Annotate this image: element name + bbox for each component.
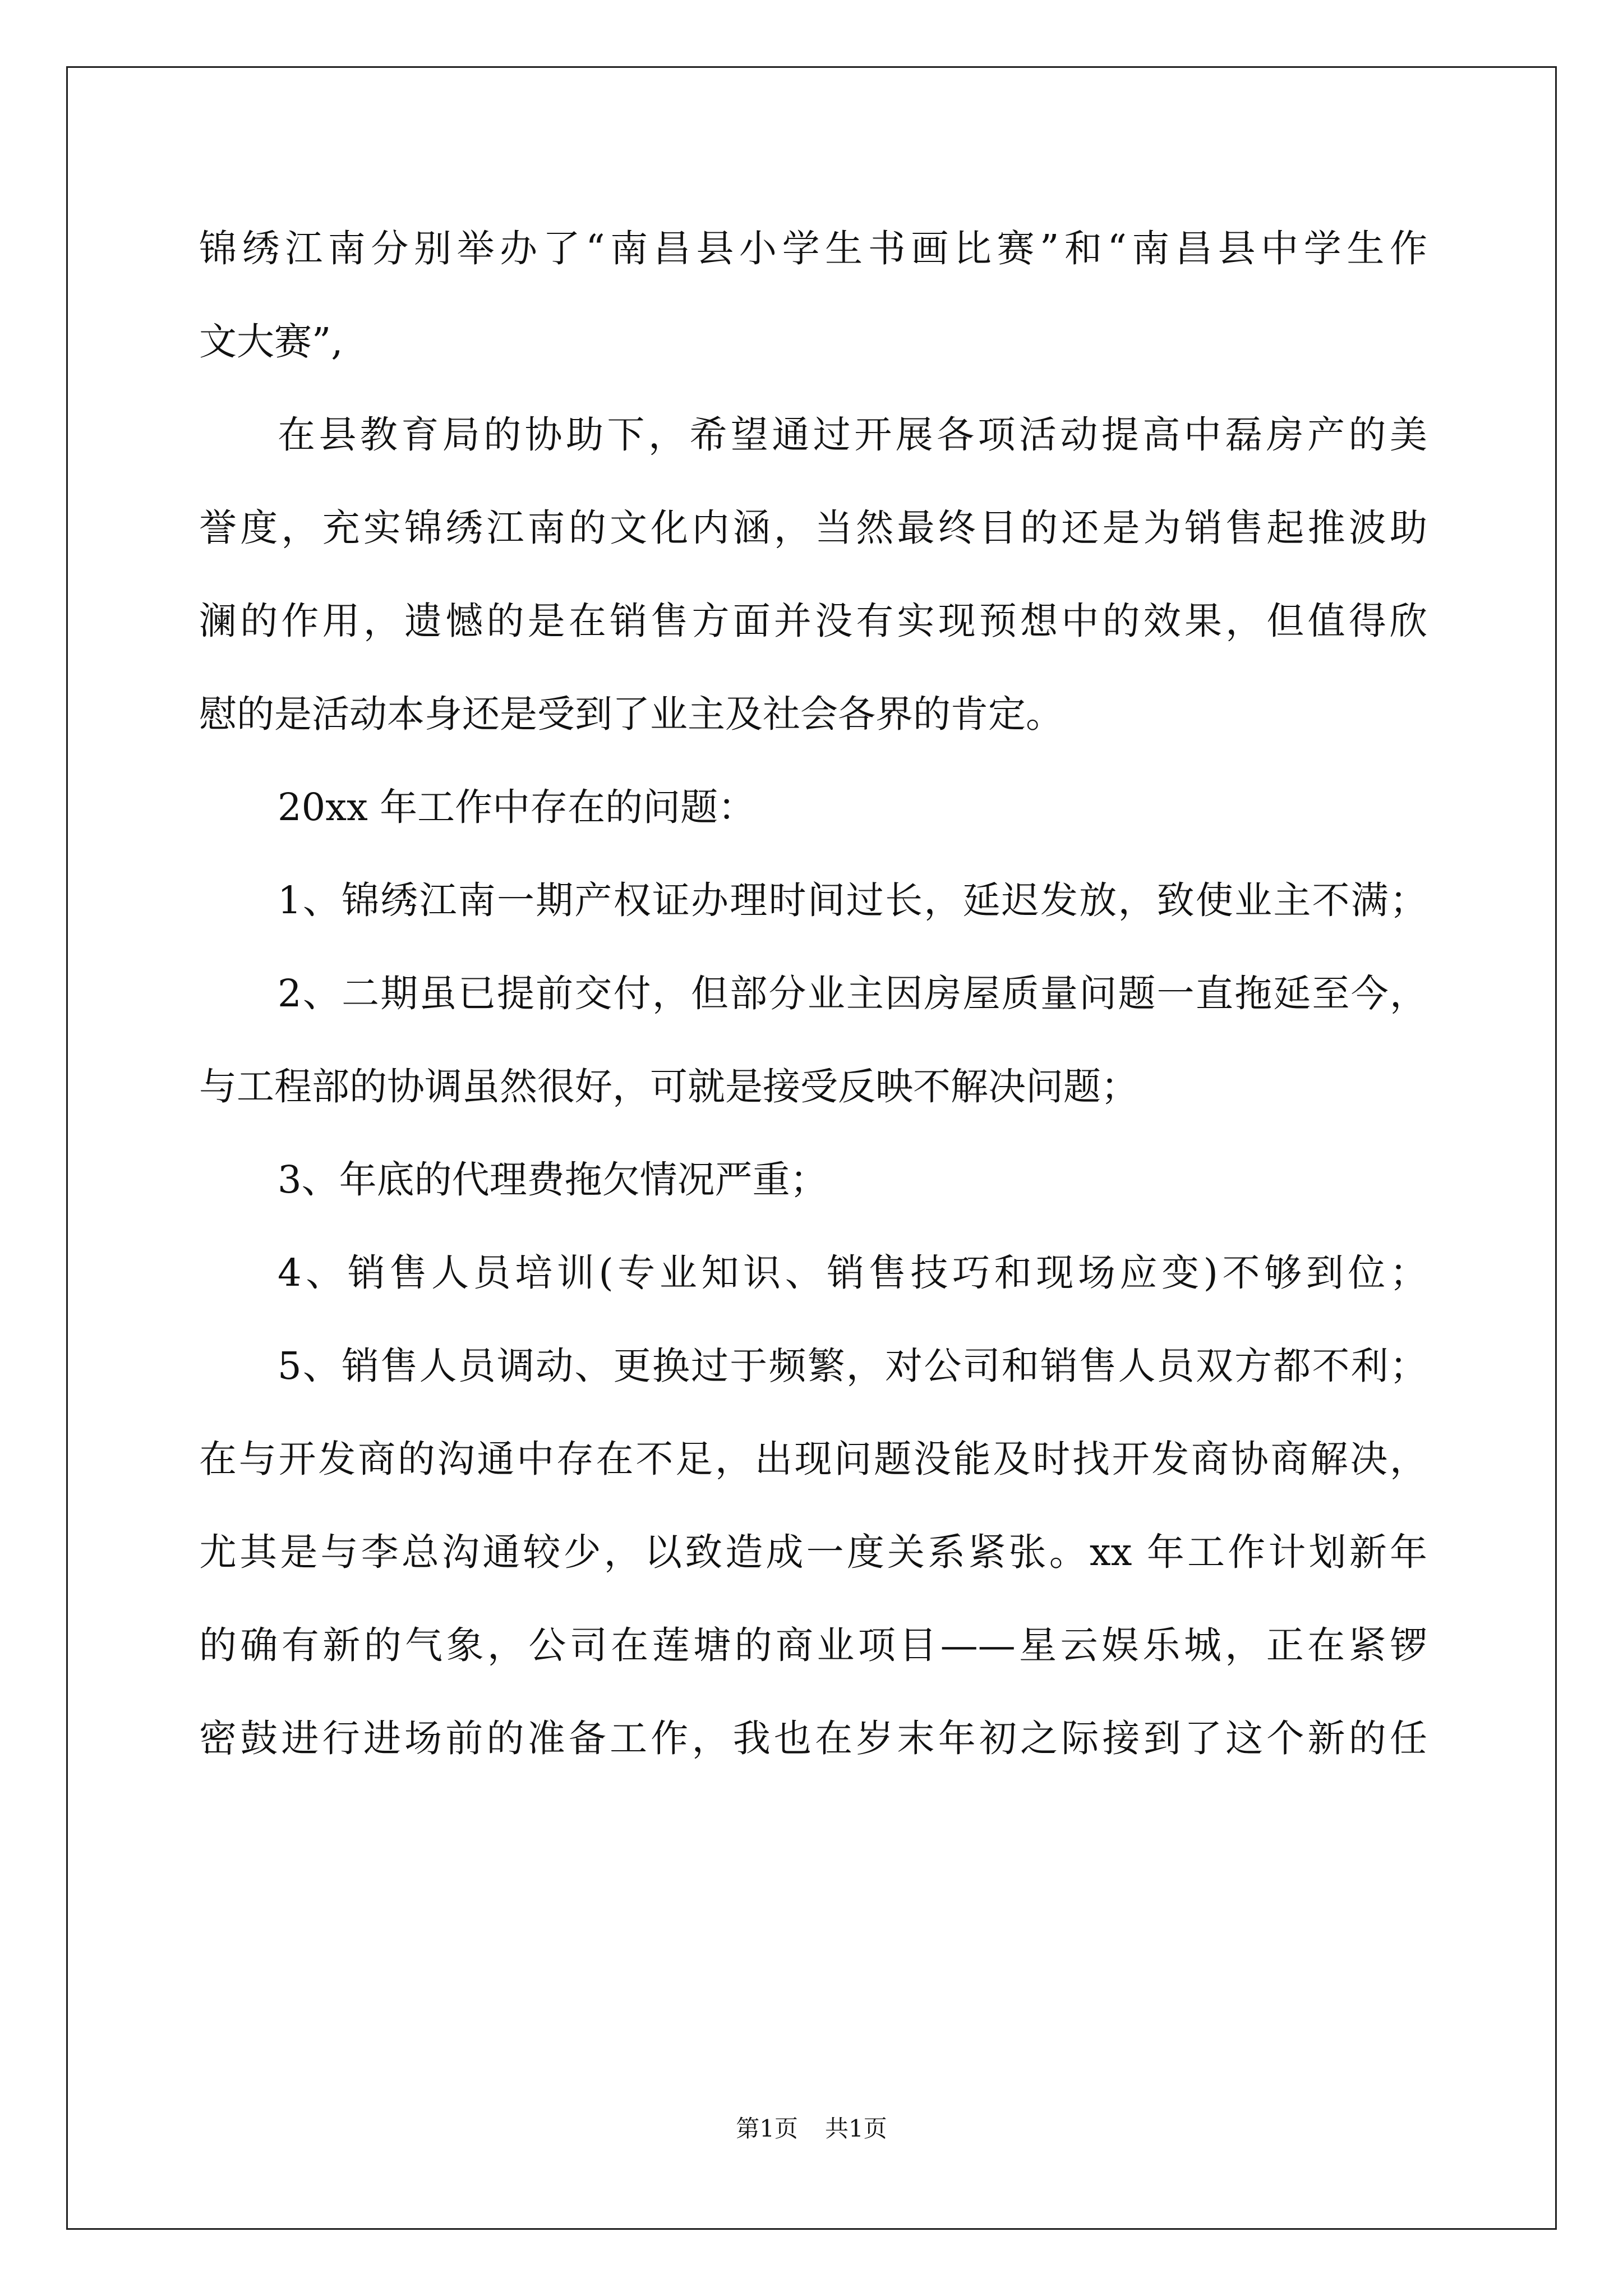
text-line: 誉度，充实锦绣江南的文化内涵，当然最终目的还是为销售起推波助 [199, 506, 1427, 550]
section-heading: 20xx 年工作中存在的问题： [278, 785, 756, 829]
list-item: 3、年底的代理费拖欠情况严重； [278, 1158, 828, 1202]
list-item: 4、销售人员培训(专业知识、销售技巧和现场应变)不够到位； [278, 1251, 1427, 1295]
page-footer [0, 2112, 1623, 2146]
text-line: 澜的作用，遗憾的是在销售方面并没有实现预想中的效果，但值得欣 [199, 599, 1427, 643]
text-line: 文大赛”, [199, 320, 343, 364]
text-line: 的确有新的气象，公司在莲塘的商业项目——星云娱乐城，正在紧锣 [199, 1623, 1427, 1667]
page-total: 共1页 [825, 2115, 887, 2142]
text-line: 慰的是活动本身还是受到了业主及社会各界的肯定。 [199, 692, 1063, 736]
text-line: 密鼓进行进场前的准备工作，我也在岁末年初之际接到了这个新的任 [199, 1717, 1427, 1760]
text-line: 与工程部的协调虽然很好，可就是接受反映不解决问题； [199, 1065, 1138, 1108]
text-line: 锦绣江南分别举办了“南昌县小学生书画比赛”和“南昌县中学生作 [199, 227, 1427, 270]
text-line: 尤其是与李总沟通较少，以致造成一度关系紧张。xx 年工作计划新年 [199, 1530, 1427, 1574]
list-item: 1、锦绣江南一期产权证办理时间过长，延迟发放，致使业主不满； [278, 878, 1427, 922]
paragraph-start-line: 在县教育局的协助下，希望通过开展各项活动提高中磊房产的美 [278, 413, 1427, 457]
list-item: 5、销售人员调动、更换过于频繁，对公司和销售人员双方都不利； [278, 1344, 1427, 1388]
list-item: 2、二期虽已提前交付，但部分业主因房屋质量问题一直拖延至今， [278, 972, 1427, 1015]
page-number: 第1页 [736, 2115, 798, 2142]
text-line: 在与开发商的沟通中存在不足，出现问题没能及时找开发商协商解决， [199, 1437, 1427, 1481]
document-body [199, 202, 1427, 1785]
